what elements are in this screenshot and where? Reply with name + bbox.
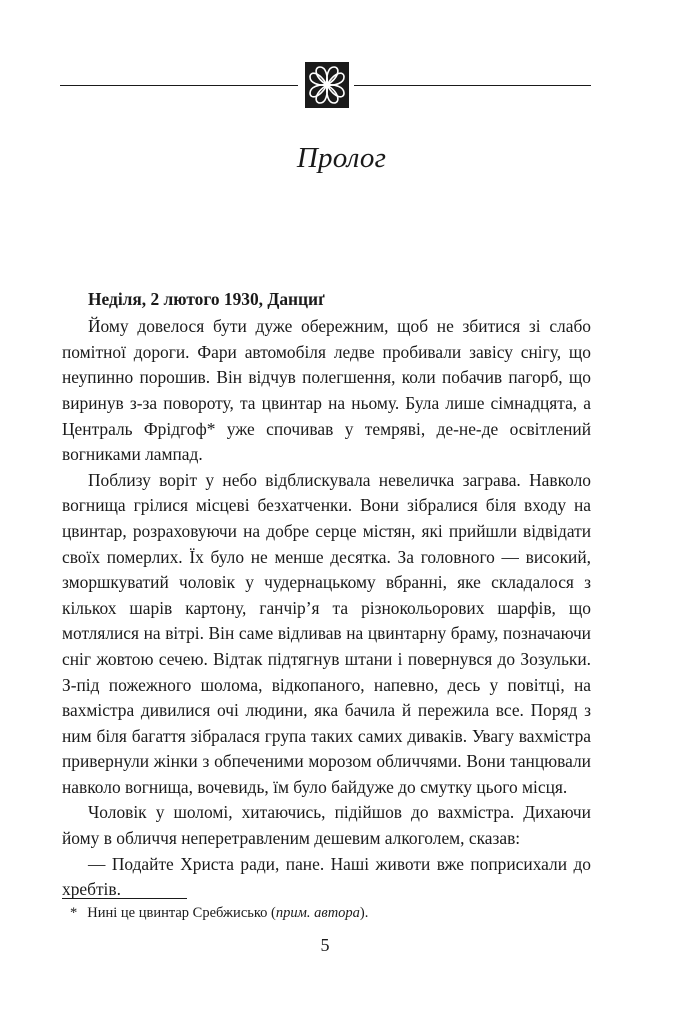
paragraph-1	[62, 314, 591, 468]
section-heading: Неділя, 2 лютого 1930, Данциґ	[88, 289, 325, 309]
paragraph-4: — Подайте Христа ради, пане. Наші животи вже поприсихали до хребтів.	[62, 853, 591, 900]
footnote-italic-text: прим. автора	[275, 905, 360, 921]
paragraph-2: Поблизу воріт у небо відблискувала невеличка заграва. Навколо вогнища грілися місцеві безхатченки. Вони зібралися біля входу на цвинтар, розраховуючи на добре серце містян, які прийшли відвідати своїх померлих. Їх було не менше десятка. За головного — високий, зморшкуватий чоловік у чудернацькому вбранні, яке складалося з кількох шарів картону, ганчір’я та різнокольорових шарфів, що мотлялися на вітрі. Він саме відливав на цвинтарну браму, позначаючи сніг жовтою сечею. Відтак підтягнув штани і повернувся до Зозульки. З-під пожежного шолома, відкопаного, напевно, десь у повітці, на вахмістра дивилися очі людини, яка бачила й пережила все. Поряд з ним біля багаття зібралася група таких самих диваків. Увагу вахмістра привернули жінки з обпеченими морозом обличчями. Вони танцювали навколо вогнища, вочевидь, їм було байдуже до смутку цього місця.	[62, 469, 591, 797]
paragraph-1-text-after: уже спочивав у темряві, де-не-де освітлений вогниками лампад.	[62, 418, 592, 465]
footnote-text: Нині це цвинтар Сребжисько (	[87, 905, 276, 921]
four-petal-square-ornament-icon	[305, 62, 349, 108]
paragraph-1-text-before: Йому довелося бути дуже обережним, щоб не збитися зі слабо помітної дороги. Фари автомобіля ледве пробивали завісу снігу, що неупинно порошив. Він відчув полегшення, коли побачив пагорб, що виринув з-за повороту, та цвинтар на ньому. Була лише сімнадцята, а Централь Фрідгоф	[62, 316, 591, 439]
chapter-title: Пролог	[296, 142, 387, 174]
footnote	[70, 903, 590, 923]
footnote-separator-line	[62, 898, 187, 899]
paragraph-3: Чоловік у шоломі, хитаючись, підійшов до вахмістра. Дихаючи йому в обличчя неперетравленим дешевим алкоголем, сказав:	[62, 802, 591, 849]
divider-line-left	[60, 85, 298, 86]
divider-line-right	[354, 85, 591, 86]
footnote-reference-mark: *	[206, 418, 216, 439]
body-text	[62, 287, 591, 903]
chapter-ornament-divider	[60, 62, 591, 108]
footnote-text-end: ).	[359, 905, 369, 921]
footnote-mark: *	[70, 905, 78, 921]
page-number: 5	[320, 935, 330, 955]
